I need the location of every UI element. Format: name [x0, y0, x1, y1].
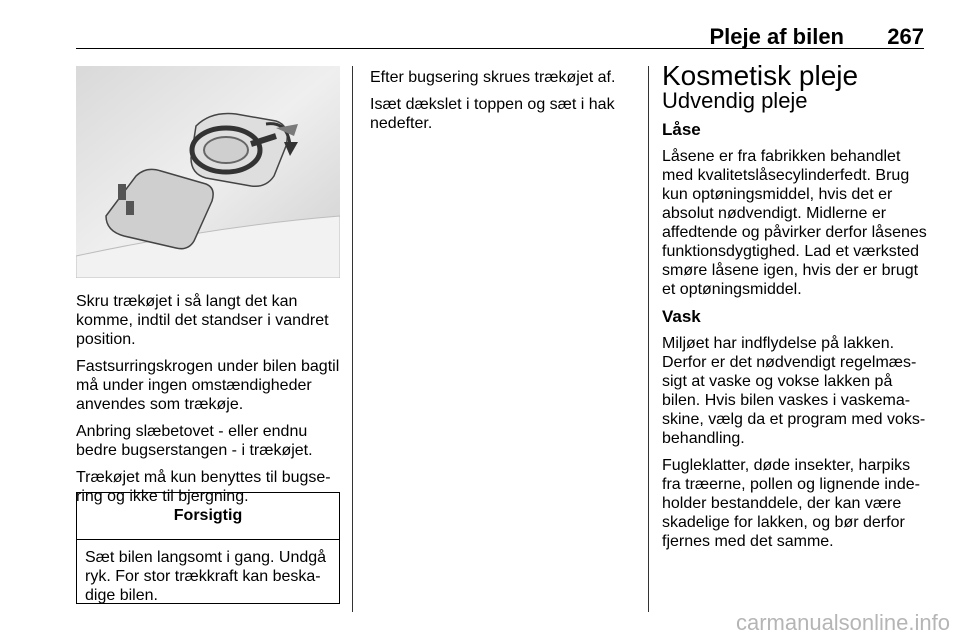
middle-column	[370, 68, 632, 141]
paragraph-screw-in: Skru trækøjet i så langt det kan komme, indtil det standser i vandret position.	[76, 293, 329, 348]
heading-washing: Vask	[662, 307, 701, 326]
column-divider	[352, 66, 353, 612]
caution-title: Forsigtig	[77, 493, 339, 540]
tow-eye-drawing	[76, 66, 340, 278]
right-column	[662, 60, 928, 559]
page-header	[76, 20, 924, 50]
column-divider	[648, 66, 649, 612]
header-rule	[76, 48, 924, 49]
caution-text: Sæt bilen langsomt i gang. Undgå ryk. For stor trækkraft kan beska-dige bilen.	[85, 549, 327, 604]
paragraph-washing-2: Fugleklatter, døde insekter, harpiks fra træerne, pollen og lignende inde-holder bestanddele, der kan være skadelige for lakken, og bør derfor fjernes med det samme.	[662, 457, 920, 550]
watermark: carmanualsonline.info	[735, 610, 950, 635]
page-number: 267	[887, 24, 924, 49]
left-column	[76, 292, 342, 514]
paragraph-washing-1: Miljøet har indflydelse på lakken. Derfor er det nødvendigt regelmæs-sigt at vaske og vokse lakken på bilen. Hvis bilen vaskes i vaskema-skine, vælg da et program med voks-behandling.	[662, 335, 926, 447]
paragraph-lashing-hook: Fastsurringskrogen under bilen bagtil må under ingen omstændigheder anvendes som trækøje.	[76, 358, 340, 413]
paragraph-insert-cover: Isæt dækslet i toppen og sæt i hak nedefter.	[370, 96, 615, 132]
paragraph-attach-rope: Anbring slæbetovet - eller endnu bedre bugserstangen - i trækøjet.	[76, 423, 313, 459]
heading-locks: Låse	[662, 120, 701, 139]
heading-exterior-care: Udvendig pleje	[662, 88, 808, 113]
page-title: Pleje af bilen	[709, 24, 844, 49]
heading-cosmetic-care: Kosmetisk pleje	[662, 60, 859, 91]
paragraph-towing-only: Trækøjet må kun benyttes til bugse-ring og ikke til bjergning.	[76, 469, 331, 505]
paragraph-locks: Låsene er fra fabrikken behandlet med kvalitetslåsecylinderfedt. Brug kun optøningsmiddel, hvis det er absolut nødvendigt. Midlerne er affedtende og påvirker derfor låsenes funktionsdygtighed. Lad et værksted smøre låsene igen, hvis der er brugt et optøningsmiddel.	[662, 148, 927, 298]
caution-box	[76, 492, 340, 604]
tow-eye-illustration	[76, 66, 340, 278]
paragraph-unscrew: Efter bugsering skrues trækøjet af.	[370, 69, 616, 86]
